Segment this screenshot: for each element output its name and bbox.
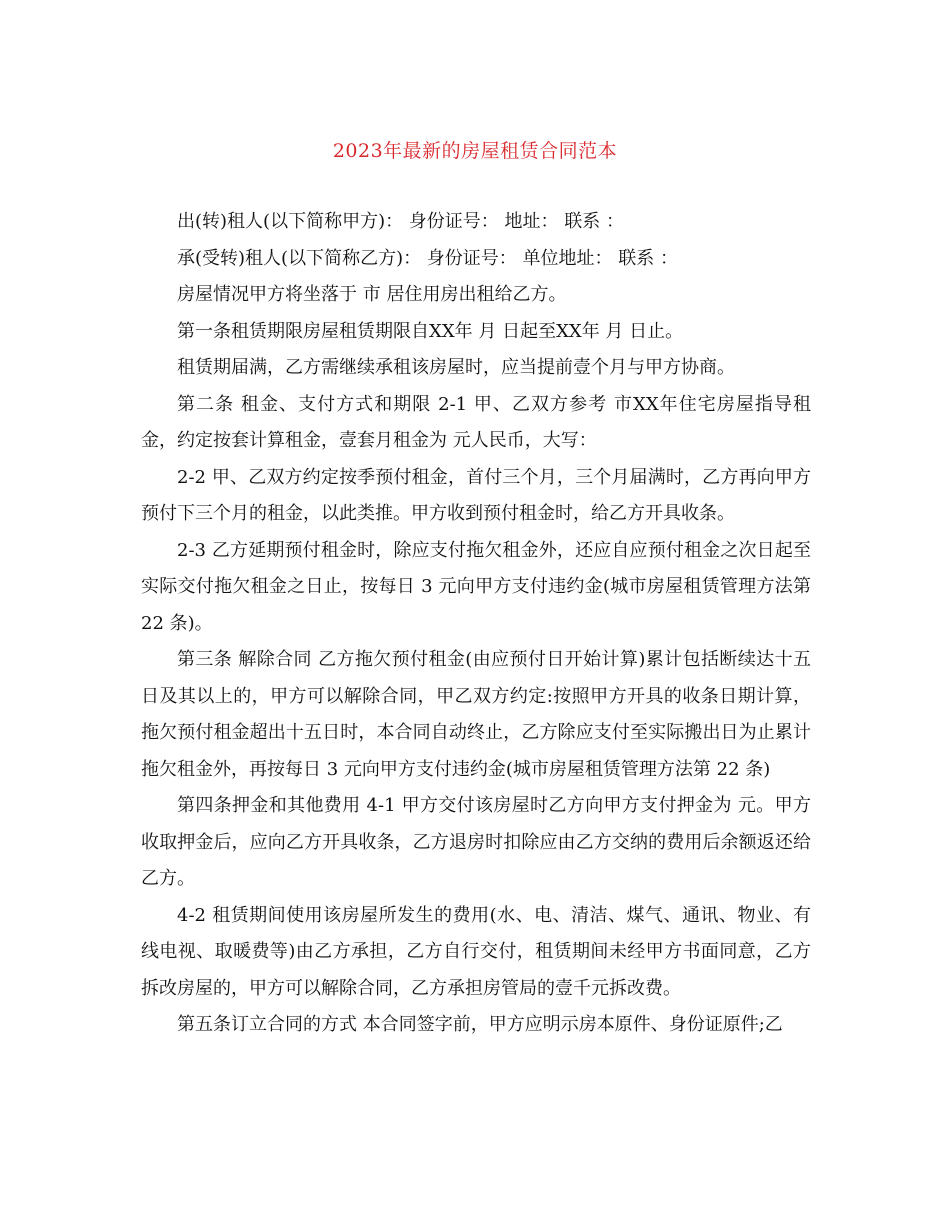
paragraph-lessor: 出(转)租人(以下简称甲方)： 身份证号： 地址： 联系 ：: [177, 211, 624, 232]
paragraph-lessee: 承(受转)租人(以下简称乙方)： 身份证号： 单位地址： 联系 ：: [177, 247, 678, 269]
paragraph-property: 房屋情况甲方将坐落于 市 居住用房出租给乙方。: [177, 284, 567, 305]
document-body: [141, 204, 811, 1044]
document-title: 2023年最新的房屋租赁合同范本: [332, 140, 618, 162]
paragraph-2-2: 2-2 甲、乙双方约定按季预付租金，首付三个月，三个月届满时，乙方再向甲方预付下三个月的租金，以此类推。甲方收到预付租金时，给乙方开具收条。: [141, 466, 811, 524]
paragraph-renewal: 租赁期届满，乙方需继续承租该房屋时，应当提前壹个月与甲方协商。: [177, 357, 735, 378]
paragraph-article-3: 第三条 解除合同 乙方拖欠预付租金(由应预付日开始计算)累计包括断续达十五日及其以上的，甲方可以解除合同，甲乙双方约定:按照甲方开具的收条日期计算，拖欠预付租金超出十五日时，本合同自动终止，乙方除应支付至实际搬出日为止累计拖欠租金外，再按每日 3 元向甲方支付违约金(城市房屋租赁管理方法第 22 条): [141, 649, 811, 780]
paragraph-article-5: 第五条订立合同的方式 本合同签字前，甲方应明示房本原件、身份证原件;乙: [177, 1014, 783, 1035]
paragraph-article-4: 第四条押金和其他费用 4-1 甲方交付该房屋时乙方向甲方支付押金为 元。甲方收取押金后，应向乙方开具收条，乙方退房时扣除应由乙方交纳的费用后余额返还给乙方。: [141, 795, 811, 889]
paragraph-2-3: 2-3 乙方延期预付租金时，除应支付拖欠租金外，还应自应预付租金之次日起至实际交付拖欠租金之日止，按每日 3 元向甲方支付违约金(城市房屋租赁管理方法第 22 条)。: [141, 539, 811, 634]
paragraph-article-2: 第二条 租金、支付方式和期限 2-1 甲、乙双方参考 市XX年住宅房屋指导租金，约定按套计算租金，壹套月租金为 元人民币，大写：: [141, 393, 811, 451]
paragraph-4-2: 4-2 租赁期间使用该房屋所发生的费用(水、电、清洁、煤气、通讯、物业、有线电视、取暖费等)由乙方承担，乙方自行交付，租赁期间未经甲方书面同意，乙方拆改房屋的，甲方可以解除合同，乙方承担房管局的壹千元拆改费。: [141, 904, 811, 999]
paragraph-article-1: 第一条租赁期限房屋租赁期限自XX年 月 日起至XX年 月 日止。: [177, 320, 684, 342]
